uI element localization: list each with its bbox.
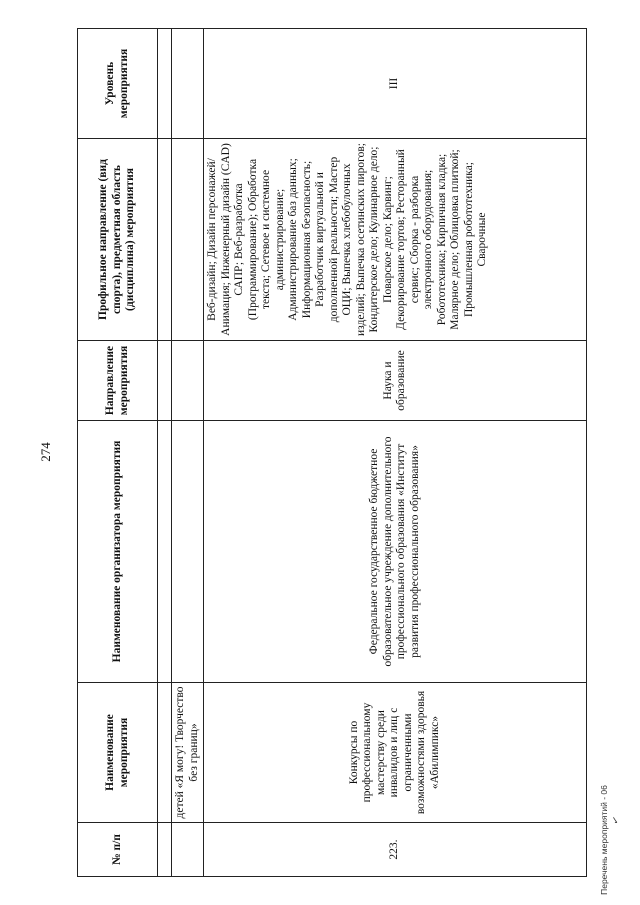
header-level: Уровень мероприятия	[78, 29, 158, 139]
header-profile: Профильное направление (вид спорта), предметная область (дисциплина) мероприятия	[78, 139, 158, 341]
cont-direction	[172, 341, 204, 421]
spacer-cell	[158, 139, 172, 341]
row-event-name: Конкурсы по профессиональному мастерству среди инвалидов и лиц с ограниченными возможностями здоровья «Абилимпикс»	[204, 683, 587, 823]
check-mark-stamp: ✓	[609, 814, 623, 827]
header-event-name: Наименование мероприятия	[78, 683, 158, 823]
table-row-spacer	[158, 29, 172, 877]
cont-organizer	[172, 421, 204, 683]
header-organizer: Наименование организатора мероприятия	[78, 421, 158, 683]
spacer-cell	[158, 341, 172, 421]
cont-level	[172, 29, 204, 139]
table-header-row	[78, 29, 158, 877]
row-level: III	[204, 29, 587, 139]
row-number: 223.	[204, 823, 587, 877]
row-profile: Веб-дизайн; Дизайн персонажей/Анимация; Инженерный дизайн (CAD) САПР; Веб-разработка (Программирование); Обработка текста; Сетевое и системное администрирование; Администрирование баз данных; Информационная безопасность; Разработчик виртуальной и дополненной реальности; Мастер ОЦИ; Выпечка хлебобулочных изделий; Выпечка осетинских пирогов; Кондитерское дело; Кулинарное дело; Поварское дело; Карвинг; Декорирование тортов; Ресторанный сервис; Сборка - разборка электронного оборудования; Робототехника; Кирпичная кладка; Малярное дело; Облицовка плиткой; Промышленная робототехника; Сварочные	[204, 139, 587, 341]
spacer-cell	[158, 29, 172, 139]
header-direction: Направление мероприятия	[78, 341, 158, 421]
table-row-continuation	[172, 29, 204, 877]
spacer-cell	[158, 683, 172, 823]
cont-event-name: детей «Я могу! Творчество без границ»	[172, 683, 204, 823]
table-row	[204, 29, 587, 877]
row-organizer: Федеральное государственное бюджетное образовательное учреждение дополнительного профессионального образования «Институт развития профессионального образования»	[204, 421, 587, 683]
header-number: № п/п	[78, 823, 158, 877]
rotated-table-container	[77, 29, 587, 877]
cont-profile	[172, 139, 204, 341]
page-number: 274	[38, 442, 53, 462]
footer-note: Перечень мероприятий - 06	[599, 785, 609, 895]
spacer-cell	[158, 823, 172, 877]
events-table	[77, 28, 587, 877]
row-direction: Наука и образование	[204, 341, 587, 421]
cont-number	[172, 823, 204, 877]
spacer-cell	[158, 421, 172, 683]
